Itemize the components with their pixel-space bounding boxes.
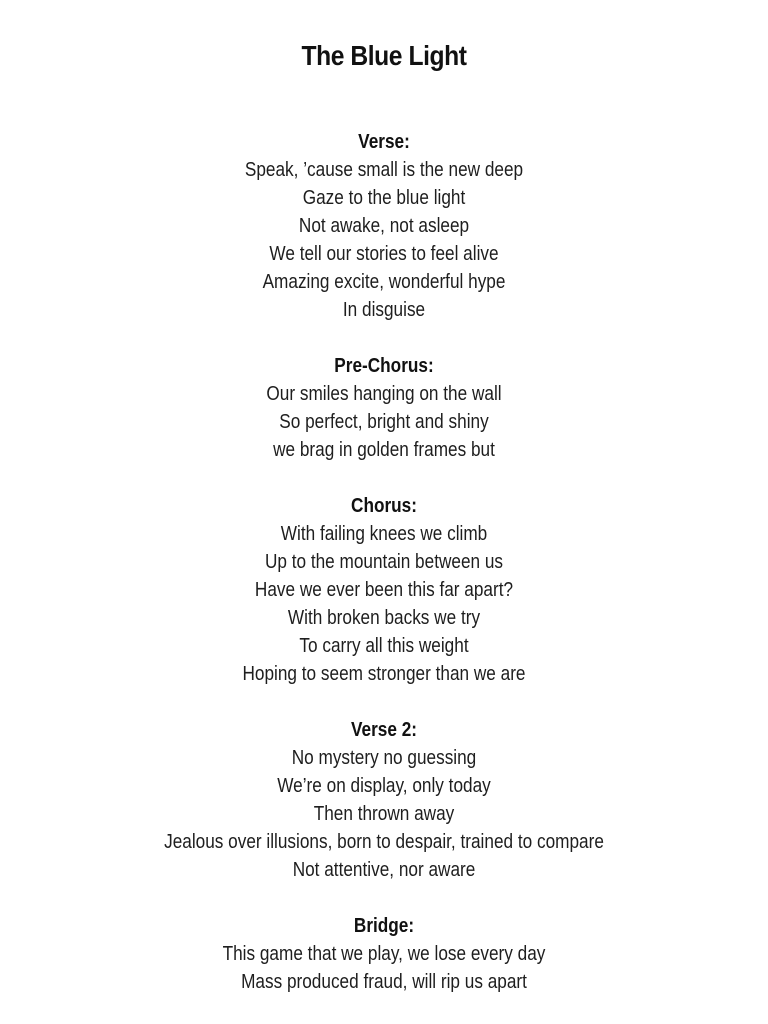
lyric-line: Up to the mountain between us (264, 551, 504, 573)
lyric-line: we brag in golden frames but (273, 439, 495, 461)
lyric-line: Then thrown away (313, 803, 455, 825)
section-chorus (54, 492, 714, 688)
lyric-line: Jealous over illusions, born to despair, trained to compare (164, 831, 604, 853)
section-heading: Bridge: (353, 915, 415, 937)
lyric-line: Our smiles hanging on the wall (266, 383, 502, 405)
song-title: The Blue Light (301, 40, 467, 71)
lyric-line: Speak, ’cause small is the new deep (244, 159, 524, 181)
lyric-line: Amazing excite, wonderful hype (262, 271, 506, 293)
lyric-line: Gaze to the blue light (302, 187, 466, 209)
section-heading: Verse: (358, 131, 410, 153)
lyric-line: Have we ever been this far apart? (254, 579, 514, 601)
section-verse-2 (54, 716, 714, 884)
lyric-line: We’re on display, only today (277, 775, 491, 797)
lyric-line: This game that we play, we lose every day (222, 943, 546, 965)
section-heading: Chorus: (351, 495, 417, 517)
lyric-line: We tell our stories to feel alive (269, 243, 499, 265)
lyric-line: So perfect, bright and shiny (279, 411, 489, 433)
section-pre-chorus (54, 352, 714, 464)
lyric-line: With broken backs we try (287, 607, 481, 629)
lyric-line: To carry all this weight (299, 635, 469, 657)
section-heading: Pre-Chorus: (334, 355, 434, 377)
lyric-line: Hoping to seem stronger than we are (242, 663, 526, 685)
lyric-line: No mystery no guessing (291, 747, 477, 769)
lyric-line: Not awake, not asleep (298, 215, 470, 237)
lyric-line: Not attentive, nor aware (292, 859, 476, 881)
section-verse (54, 128, 714, 324)
lyric-line: In disguise (342, 299, 426, 321)
lyric-line: With failing knees we climb (280, 523, 488, 545)
section-bridge (54, 912, 714, 996)
lyric-line: Mass produced fraud, will rip us apart (241, 971, 527, 993)
section-heading: Verse 2: (350, 719, 417, 741)
